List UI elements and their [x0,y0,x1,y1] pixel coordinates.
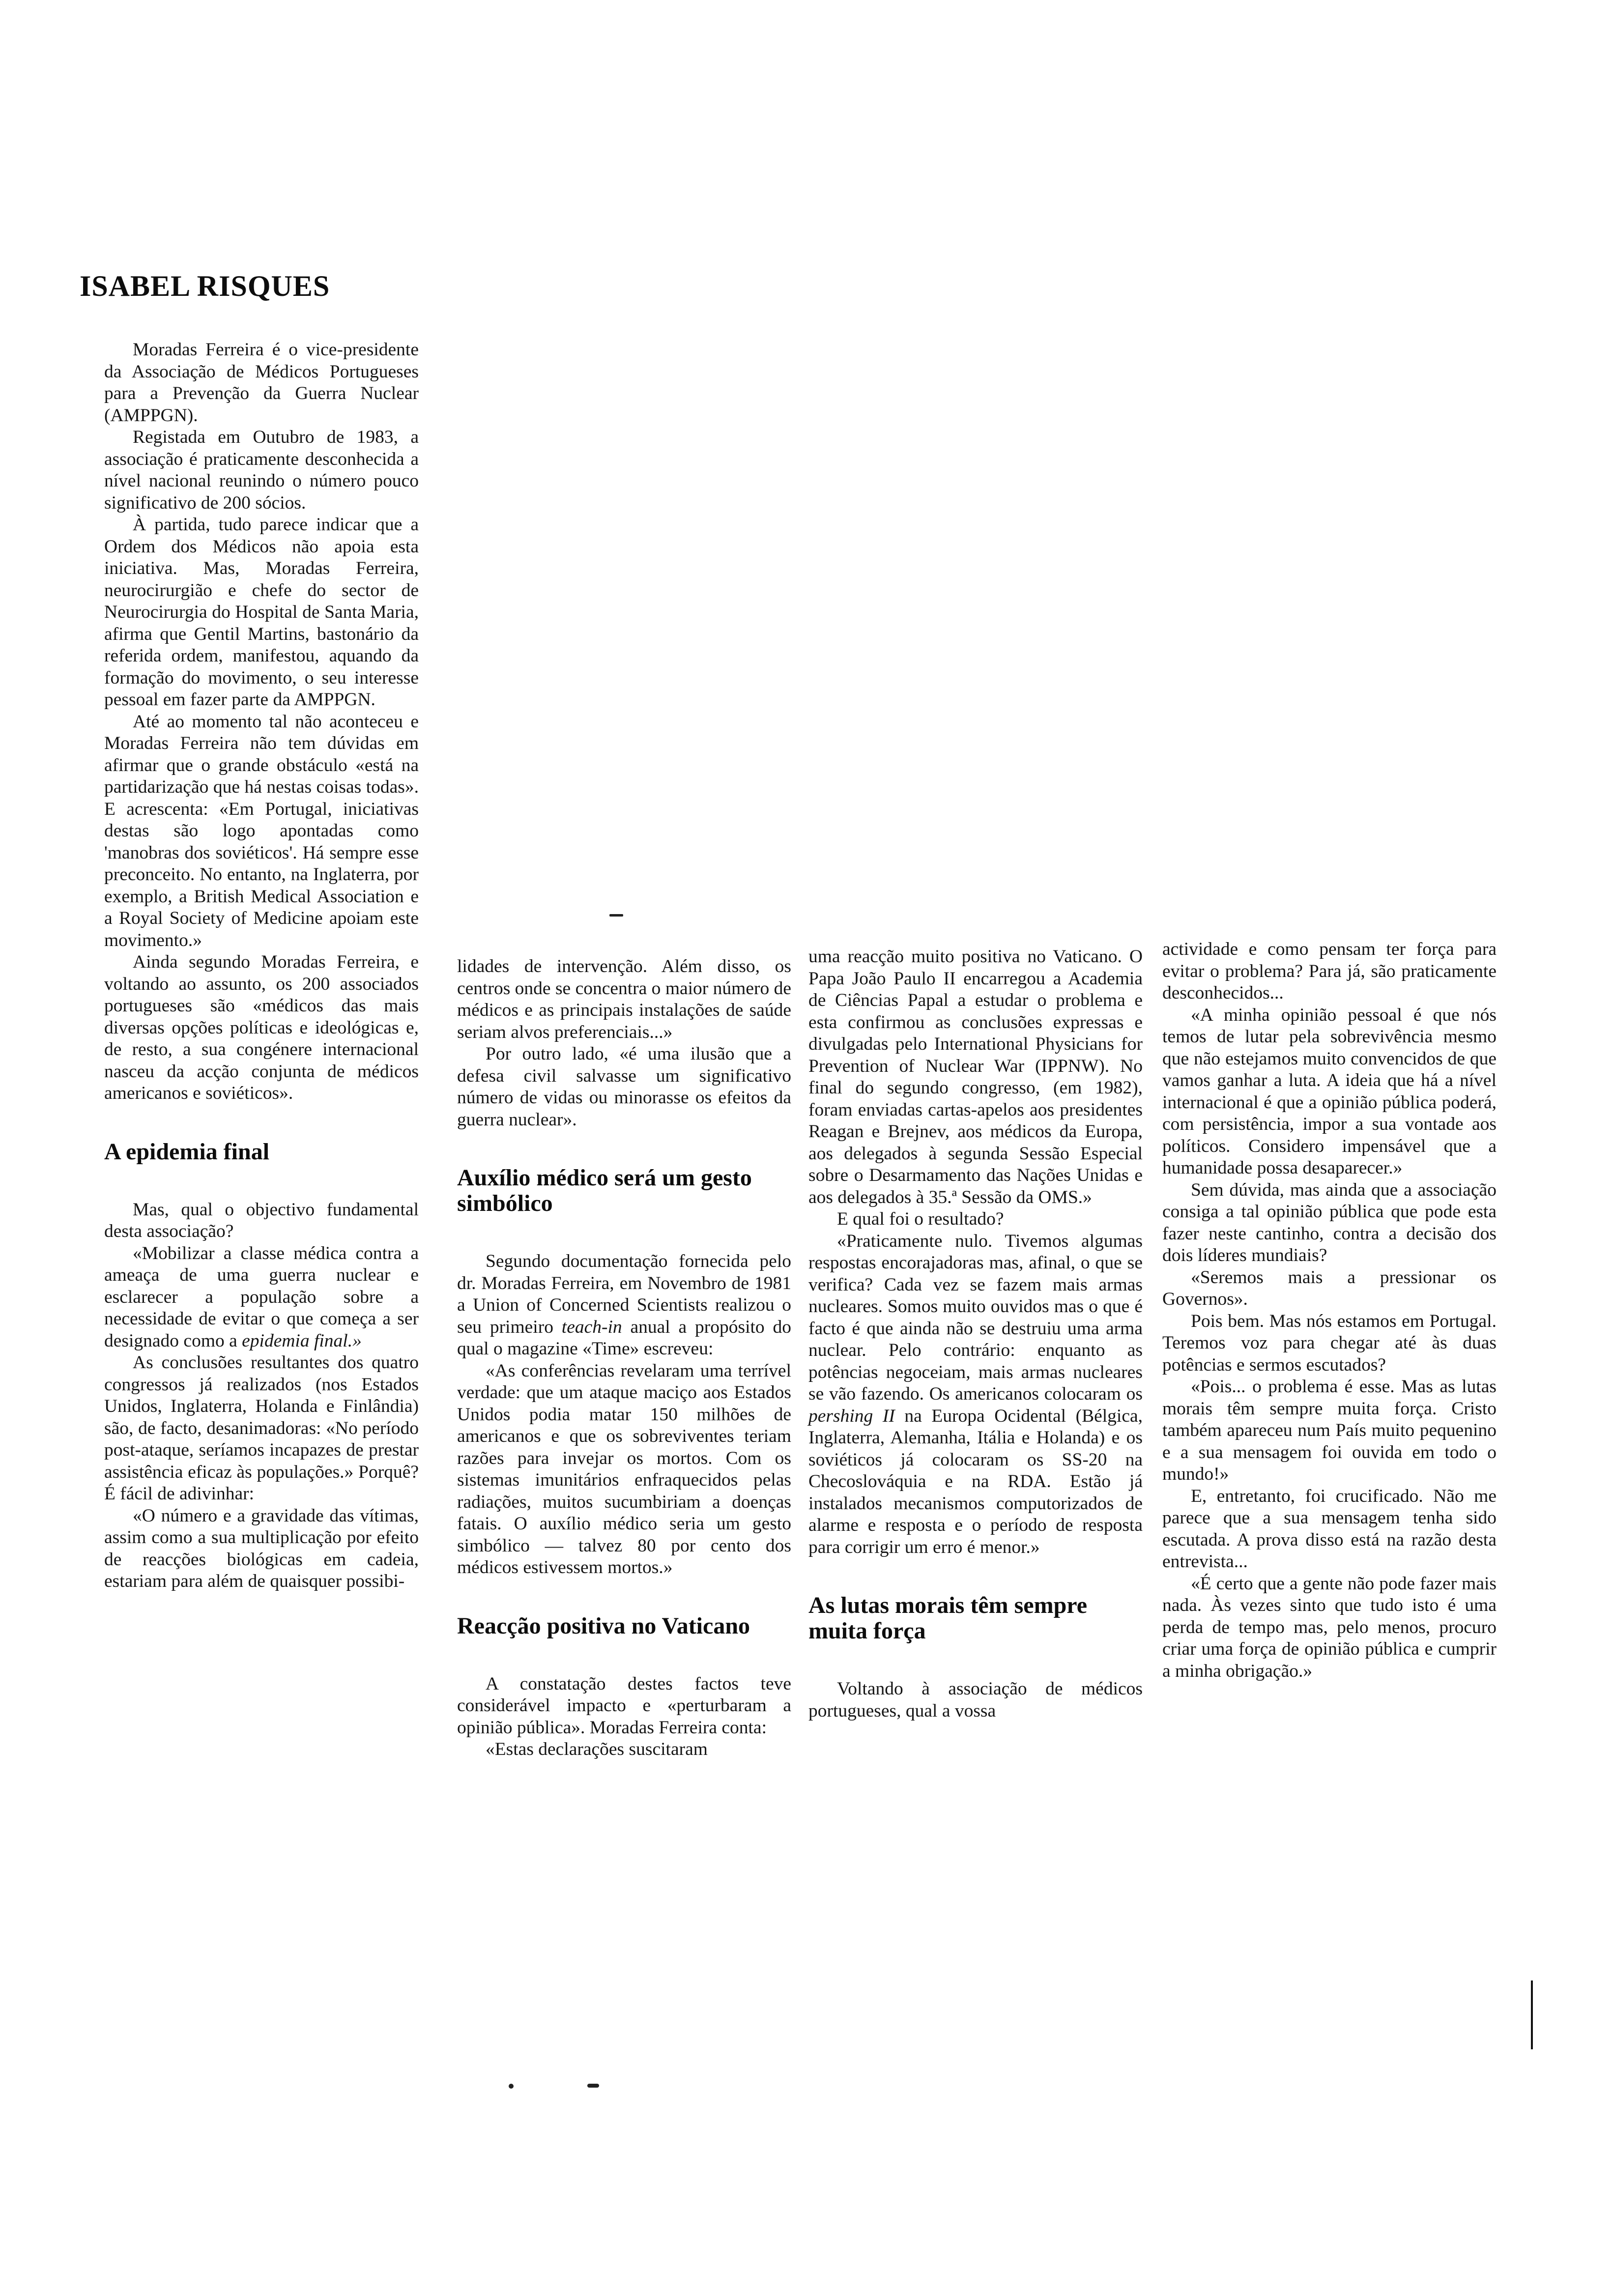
paragraph: As conclusões resultantes dos quatro congressos já realizados (nos Estados Unidos, Inglaterra, Holanda e Finlândia) são, de facto, desanimadoras: «No período post-ataque, seríamos incapazes de prestar assistência eficaz às populações.» Porquê? É fácil de adivinhar: [104,1352,419,1504]
article-column-3 [808,946,1143,1722]
paragraph: lidades de intervenção. Além disso, os centros onde se concentra o maior número de médicos e as principais instalações de saúde seriam alvos preferenciais...» [457,956,791,1042]
paragraph: uma reacção muito positiva no Vaticano. O Papa João Paulo II encarregou a Academia de Ciências Papal a estudar o problema e esta confirmou as conclusões expressas e divulgadas pelo International Physicians for Prevention of Nuclear War (IPPNW). No final do segundo congresso, (em 1982), foram enviadas cartas-apelos aos presidentes Reagan e Brejnev, aos médicos da Europa, aos delegados à segunda Sessão Especial sobre o Desarmamento das Nações Unidas e aos delegados à 35.ª Sessão da OMS.» [808,947,1143,1207]
paragraph: Pois bem. Mas nós estamos em Portugal. Teremos voz para chegar até às duas potências e sermos escutados? [1162,1311,1497,1375]
scan-speck [609,914,623,917]
paragraph: «É certo que a gente não pode fazer mais nada. Às vezes sinto que tudo isto é uma perda de tempo mas, pelo menos, procuro criar uma força de opinião pública e cumprir a minha obrigação.» [1162,1573,1497,1681]
paragraph: Ainda segundo Moradas Ferreira, e voltando ao assunto, os 200 associados portugueses são «médicos das mais diversas opções políticas e ideológicas e, de resto, a sua congénere internacional nasceu da acção conjunta de médicos americanos e soviéticos». [104,952,419,1103]
scan-speck [509,2084,514,2089]
paragraph: Registada em Outubro de 1983, a associação é praticamente desconhecida a nível nacional reunindo o número pouco significativo de 200 sócios. [104,427,419,513]
subheading-lutas-morais: As lutas morais têm sempre muita força [808,1592,1088,1644]
author-byline: ISABEL RISQUES [80,270,330,302]
paragraph: «Estas declarações suscitaram [486,1739,708,1759]
paragraph: A constatação destes factos teve considerável impacto e «perturbaram a opinião pública». Moradas Ferreira conta: [457,1673,791,1738]
paragraph: E qual foi o resultado? [837,1209,1004,1229]
paragraph: Até ao momento tal não aconteceu e Moradas Ferreira não tem dúvidas em afirmar que o grande obstáculo «está na partidarização que há nestas coisas todas». E acrescenta: «Em Portugal, iniciativas destas são logo apontadas como 'manobras dos soviéticos'. Há sempre esse preconceito. No entanto, na Inglaterra, por exemplo, a British Medical Association e a Royal Society of Medicine apoiam este movimento.» [104,711,419,950]
article-column-4 [1162,939,1497,1682]
paragraph: À partida, tudo parece indicar que a Ordem dos Médicos não apoia esta iniciativa. Mas, Moradas Ferreira, neurocirurgião e chefe do sector de Neurocirurgia do Hospital de Santa Maria, afirma que Gentil Martins, bastonário da referida ordem, manifestou, aquando da formação do movimento, o seu interesse pessoal em fazer parte da AMPPGN. [104,515,419,710]
paragraph: Voltando à associação de médicos portugueses, qual a vossa [808,1679,1143,1721]
paragraph: «Seremos mais a pressionar os Governos». [1162,1267,1497,1309]
paragraph: «Praticamente nulo. Tivemos algumas respostas encorajadoras mas, afinal, o que se verifica? Cada vez se fazem mais armas nucleares. Somos muito ouvidos mas o que é facto é que ainda não se destruiu uma arma nuclear. Pelo contrário: enquanto as potências negoceiam, mais armas nucleares se vão fazendo. Os americanos colocaram os pershing II na Europa Ocidental (Bélgica, Inglaterra, Alemanha, Itália e Holanda) e os soviéticos já colocaram os SS-20 na Checoslováquia e na RDA. Estão já instalados mecanismos computorizados de alarme e resposta e o período de resposta para corrigir um erro é menor.» [808,1231,1143,1557]
subheading-epidemia-final: A epidemia final [104,1138,270,1165]
column-end-rule [1531,1980,1533,2049]
paragraph: actividade e como pensam ter força para evitar o problema? Para já, são praticamente desconhecidos... [1162,939,1497,1003]
paragraph: «As conferências revelaram uma terrível verdade: que um ataque maciço aos Estados Unidos podia matar 150 milhões de americanos e que os sobreviventes teriam razões para invejar os mortos. Com os sistemas imunitários enfraquecidos pelas radiações, muitos sucumbiriam a doenças fatais. O auxílio médico seria um gesto simbólico — talvez 80 por cento dos médicos estivessem mortos.» [457,1360,791,1578]
paragraph: Moradas Ferreira é o vice-presidente da Associação de Médicos Portugueses para a Prevenção da Guerra Nuclear (AMPPGN). [104,340,419,426]
paragraph: «O número e a gravidade das vítimas, assim como a sua multiplicação por efeito de reacções biológicas em cadeia, estariam para além de quaisquer possibi- [104,1505,419,1591]
italic-phrase: epidemia final.» [242,1330,362,1351]
paragraph: Sem dúvida, mas ainda que a associação consiga a tal opinião pública que pode esta fazer neste cantinho, contra a decisão dos dois líderes mundiais? [1162,1179,1497,1265]
subheading-reaccao-positiva: Reacção positiva no Vaticano [457,1612,750,1639]
paragraph: Mas, qual o objectivo fundamental desta associação? [104,1199,419,1241]
paragraph: «Pois... o problema é esse. Mas as lutas morais têm sempre muita força. Cristo também apareceu num País muito pequenino e a sua mensagem foi ouvida em todo o mundo!» [1162,1377,1497,1484]
italic-phrase: pershing II [808,1406,895,1426]
scan-speck [587,2084,599,2088]
paragraph: «Mobilizar a classe médica contra a ameaça de uma guerra nuclear e esclarecer a população sobre a necessidade de evitar o que começa a ser designado como a epidemia final.» [104,1243,419,1351]
paragraph: Segundo documentação fornecida pelo dr. Moradas Ferreira, em Novembro de 1981 a Union of Concerned Scientists realizou o seu primeiro teach-in anual a propósito do qual o magazine «Time» escreveu: [457,1251,791,1359]
article-column-2 [457,956,791,1761]
paragraph: E, entretanto, foi crucificado. Não me parece que a sua mensagem tenha sido escutada. A prova disso está na razão desta entrevista... [1162,1486,1497,1572]
subheading-auxilio-medico: Auxílio médico será um gesto simbólico [457,1165,752,1216]
paragraph: Por outro lado, «é uma ilusão que a defesa civil salvasse um significativo número de vidas ou minorasse os efeitos da guerra nuclear». [457,1044,791,1130]
article-column-1 [104,339,419,1593]
paragraph: «A minha opinião pessoal é que nós temos de lutar pela sobrevivência mesmo que não estejamos muito convencidos de que vamos ganhar a luta. A ideia que há a nível internacional é que a opinião pública poderá, com persistência, impor a sua vontade aos políticos. Considero impensável que a humanidade possa desaparecer.» [1162,1004,1497,1178]
italic-phrase: teach-in [561,1317,622,1337]
